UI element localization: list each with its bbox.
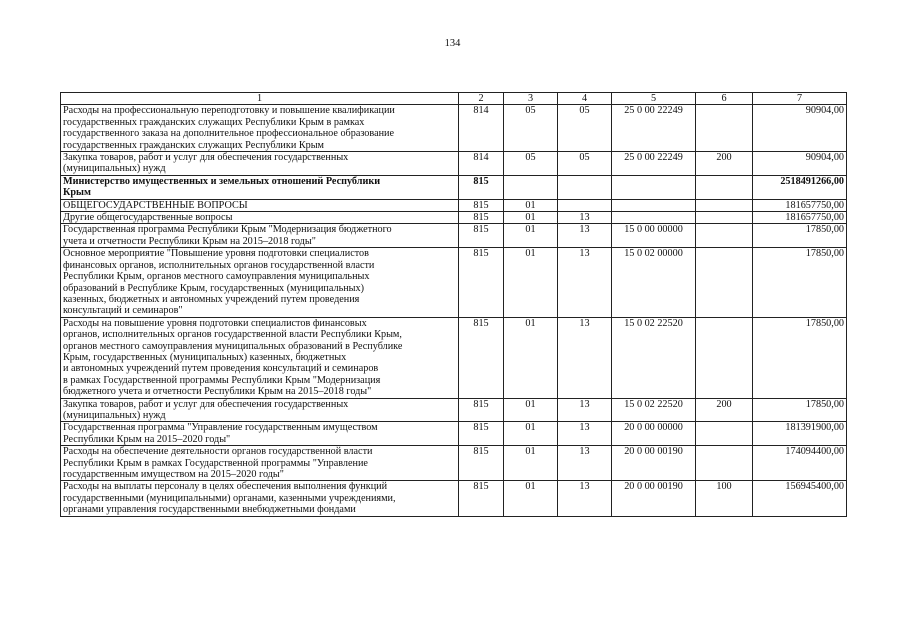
header-col-2: 2	[459, 93, 504, 105]
row-ministry-code: 815	[459, 422, 504, 446]
row-subsection-code: 13	[558, 224, 612, 248]
row-expense-type-code	[696, 199, 753, 211]
table-row	[61, 105, 847, 152]
row-amount: 2518491266,00	[753, 175, 847, 199]
row-section-code: 01	[504, 248, 558, 317]
row-amount: 17850,00	[753, 317, 847, 398]
row-ministry-code: 815	[459, 175, 504, 199]
row-amount: 17850,00	[753, 398, 847, 422]
row-section-code: 01	[504, 317, 558, 398]
page-number: 134	[444, 38, 461, 49]
header-col-7: 7	[753, 93, 847, 105]
row-section-code: 05	[504, 152, 558, 176]
row-subsection-code: 13	[558, 317, 612, 398]
table-row	[61, 422, 847, 446]
row-amount: 181657750,00	[753, 199, 847, 211]
table-row	[61, 152, 847, 176]
row-description: ОБЩЕГОСУДАРСТВЕННЫЕ ВОПРОСЫ	[61, 199, 459, 211]
row-amount: 17850,00	[753, 248, 847, 317]
table-row	[61, 398, 847, 422]
table-row	[61, 481, 847, 516]
row-ministry-code: 814	[459, 105, 504, 152]
row-target-article-code: 15 0 02 22520	[612, 398, 696, 422]
row-section-code: 01	[504, 446, 558, 481]
row-subsection-code: 13	[558, 248, 612, 317]
row-ministry-code: 815	[459, 317, 504, 398]
header-col-3: 3	[504, 93, 558, 105]
row-amount: 181391900,00	[753, 422, 847, 446]
table-row	[61, 248, 847, 317]
row-amount: 156945400,00	[753, 481, 847, 516]
row-target-article-code: 20 0 00 00190	[612, 481, 696, 516]
row-expense-type-code	[696, 224, 753, 248]
row-description: Основное мероприятие "Повышение уровня подготовки специалистов финансовых органов, исполнительных органов государственной власти Республики Крым, органов местного самоуправления муниципальных образований в Республике Крым, государственных (муниципальных) казенных, бюджетных и автономных учреждений путем проведения консультаций и семинаров"	[61, 248, 459, 317]
row-expense-type-code	[696, 422, 753, 446]
row-ministry-code: 815	[459, 199, 504, 211]
row-description: Закупка товаров, работ и услуг для обеспечения государственных (муниципальных) нужд	[61, 398, 459, 422]
row-amount: 181657750,00	[753, 212, 847, 224]
row-expense-type-code	[696, 175, 753, 199]
row-ministry-code: 815	[459, 248, 504, 317]
header-col-5: 5	[612, 93, 696, 105]
row-expense-type-code	[696, 317, 753, 398]
row-subsection-code: 05	[558, 105, 612, 152]
row-section-code: 01	[504, 481, 558, 516]
row-section-code	[504, 175, 558, 199]
header-col-4: 4	[558, 93, 612, 105]
table-row	[61, 175, 847, 199]
header-col-1: 1	[61, 93, 459, 105]
row-expense-type-code	[696, 248, 753, 317]
row-ministry-code: 815	[459, 446, 504, 481]
row-ministry-code: 815	[459, 224, 504, 248]
row-description: Закупка товаров, работ и услуг для обеспечения государственных (муниципальных) нужд	[61, 152, 459, 176]
row-target-article-code: 25 0 00 22249	[612, 152, 696, 176]
row-ministry-code: 815	[459, 481, 504, 516]
row-description: Расходы на обеспечение деятельности органов государственной власти Республики Крым в рамках Государственной программы "Управление государственным имуществом на 2015–2020 годы"	[61, 446, 459, 481]
budget-table	[60, 92, 847, 517]
table-row	[61, 446, 847, 481]
row-section-code: 01	[504, 422, 558, 446]
table-body	[61, 105, 847, 516]
row-amount: 90904,00	[753, 105, 847, 152]
row-expense-type-code	[696, 446, 753, 481]
row-subsection-code: 13	[558, 212, 612, 224]
row-subsection-code: 13	[558, 481, 612, 516]
row-target-article-code: 20 0 00 00000	[612, 422, 696, 446]
row-ministry-code: 815	[459, 398, 504, 422]
row-section-code: 01	[504, 398, 558, 422]
row-amount: 17850,00	[753, 224, 847, 248]
row-section-code: 01	[504, 199, 558, 211]
row-expense-type-code	[696, 105, 753, 152]
row-subsection-code	[558, 199, 612, 211]
table-row	[61, 199, 847, 211]
row-description: Другие общегосударственные вопросы	[61, 212, 459, 224]
row-section-code: 01	[504, 212, 558, 224]
row-target-article-code	[612, 175, 696, 199]
row-subsection-code: 13	[558, 422, 612, 446]
row-target-article-code	[612, 199, 696, 211]
row-description: Министерство имущественных и земельных отношений Республики Крым	[61, 175, 459, 199]
row-section-code: 05	[504, 105, 558, 152]
row-description: Государственная программа Республики Крым "Модернизация бюджетного учета и отчетности Республики Крым на 2015–2018 годы"	[61, 224, 459, 248]
row-ministry-code: 814	[459, 152, 504, 176]
row-description: Расходы на выплаты персоналу в целях обеспечения выполнения функций государственными (муниципальными) органами, казенными учреждениями, органами управления государственными внебюджетными фондами	[61, 481, 459, 516]
row-description: Расходы на профессиональную переподготовку и повышение квалификации государственных гражданских служащих Республики Крым в рамках государственного заказа на дополнительное профессиональное образование государственных гражданских служащих Республики Крым	[61, 105, 459, 152]
row-description: Расходы на повышение уровня подготовки специалистов финансовых органов, исполнительных органов государственной власти Республики Крым, органов местного самоуправления муниципальных образований в Республике Крым, государственных (муниципальных) казенных, бюджетных и автономных учреждений путем проведения консультаций и семинаров в рамках Государственной программы Республики Крым "Модернизация бюджетного учета и отчетности Республики Крым на 2015–2018 годы"	[61, 317, 459, 398]
row-subsection-code	[558, 175, 612, 199]
row-expense-type-code: 200	[696, 398, 753, 422]
row-target-article-code: 15 0 02 22520	[612, 317, 696, 398]
row-amount: 174094400,00	[753, 446, 847, 481]
row-expense-type-code: 100	[696, 481, 753, 516]
row-target-article-code	[612, 212, 696, 224]
header-row	[61, 93, 847, 105]
row-target-article-code: 20 0 00 00190	[612, 446, 696, 481]
header-col-6: 6	[696, 93, 753, 105]
row-description: Государственная программа "Управление государственным имуществом Республики Крым на 2015–2020 годы"	[61, 422, 459, 446]
table-row	[61, 212, 847, 224]
row-expense-type-code	[696, 212, 753, 224]
row-subsection-code: 13	[558, 398, 612, 422]
row-target-article-code: 15 0 02 00000	[612, 248, 696, 317]
row-section-code: 01	[504, 224, 558, 248]
row-target-article-code: 25 0 00 22249	[612, 105, 696, 152]
row-ministry-code: 815	[459, 212, 504, 224]
row-subsection-code: 13	[558, 446, 612, 481]
row-expense-type-code: 200	[696, 152, 753, 176]
row-subsection-code: 05	[558, 152, 612, 176]
table-row	[61, 317, 847, 398]
row-target-article-code: 15 0 00 00000	[612, 224, 696, 248]
row-amount: 90904,00	[753, 152, 847, 176]
table-row	[61, 224, 847, 248]
